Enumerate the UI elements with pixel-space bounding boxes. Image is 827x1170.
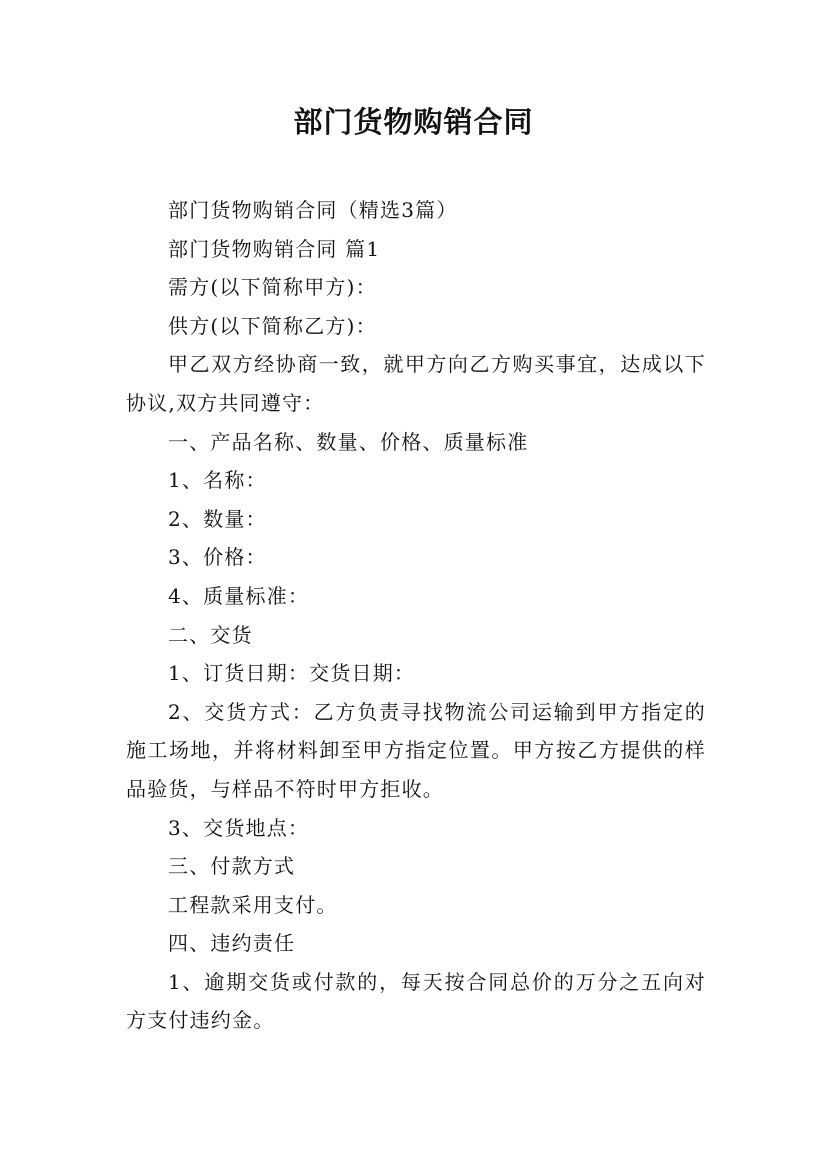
paragraph: 工程款采用支付。 (168, 892, 338, 917)
paragraph: 2、交货方式：乙方负责寻找物流公司运输到甲方指定的施工场地，并将材料卸至甲方指定位置。甲方按乙方提供的样品验货，与样品不符时甲方拒收。 (126, 699, 706, 801)
paragraph: 三、付款方式 (168, 854, 296, 879)
paragraph: 甲乙双方经协商一致，就甲方向乙方购买事宜，达成以下协议,双方共同遵守： (126, 352, 706, 415)
paragraph: 部门货物购销合同（精选3篇） (168, 198, 458, 222)
paragraph: 1、逾期交货或付款的，每天按合同总价的万分之五向对方支付违约金。 (126, 969, 706, 1033)
paragraph: 4、质量标准： (168, 583, 310, 608)
paragraph: 3、交货地点： (168, 815, 310, 840)
paragraph: 1、名称： (168, 468, 267, 493)
paragraph: 供方(以下简称乙方)： (168, 313, 377, 338)
paragraph: 二、交货 (168, 622, 253, 647)
paragraph: 一、产品名称、数量、价格、质量标准 (168, 429, 529, 454)
paragraph: 1、订货日期：交货日期： (168, 661, 416, 686)
document-body (126, 191, 706, 1040)
paragraph: 2、数量： (168, 506, 267, 531)
paragraph: 3、价格： (168, 545, 267, 570)
paragraph: 四、违约责任 (168, 931, 296, 956)
document-title: 部门货物购销合同 (293, 105, 534, 139)
paragraph: 部门货物购销合同 篇1 (168, 236, 381, 261)
paragraph: 需方(以下简称甲方)： (168, 275, 377, 300)
